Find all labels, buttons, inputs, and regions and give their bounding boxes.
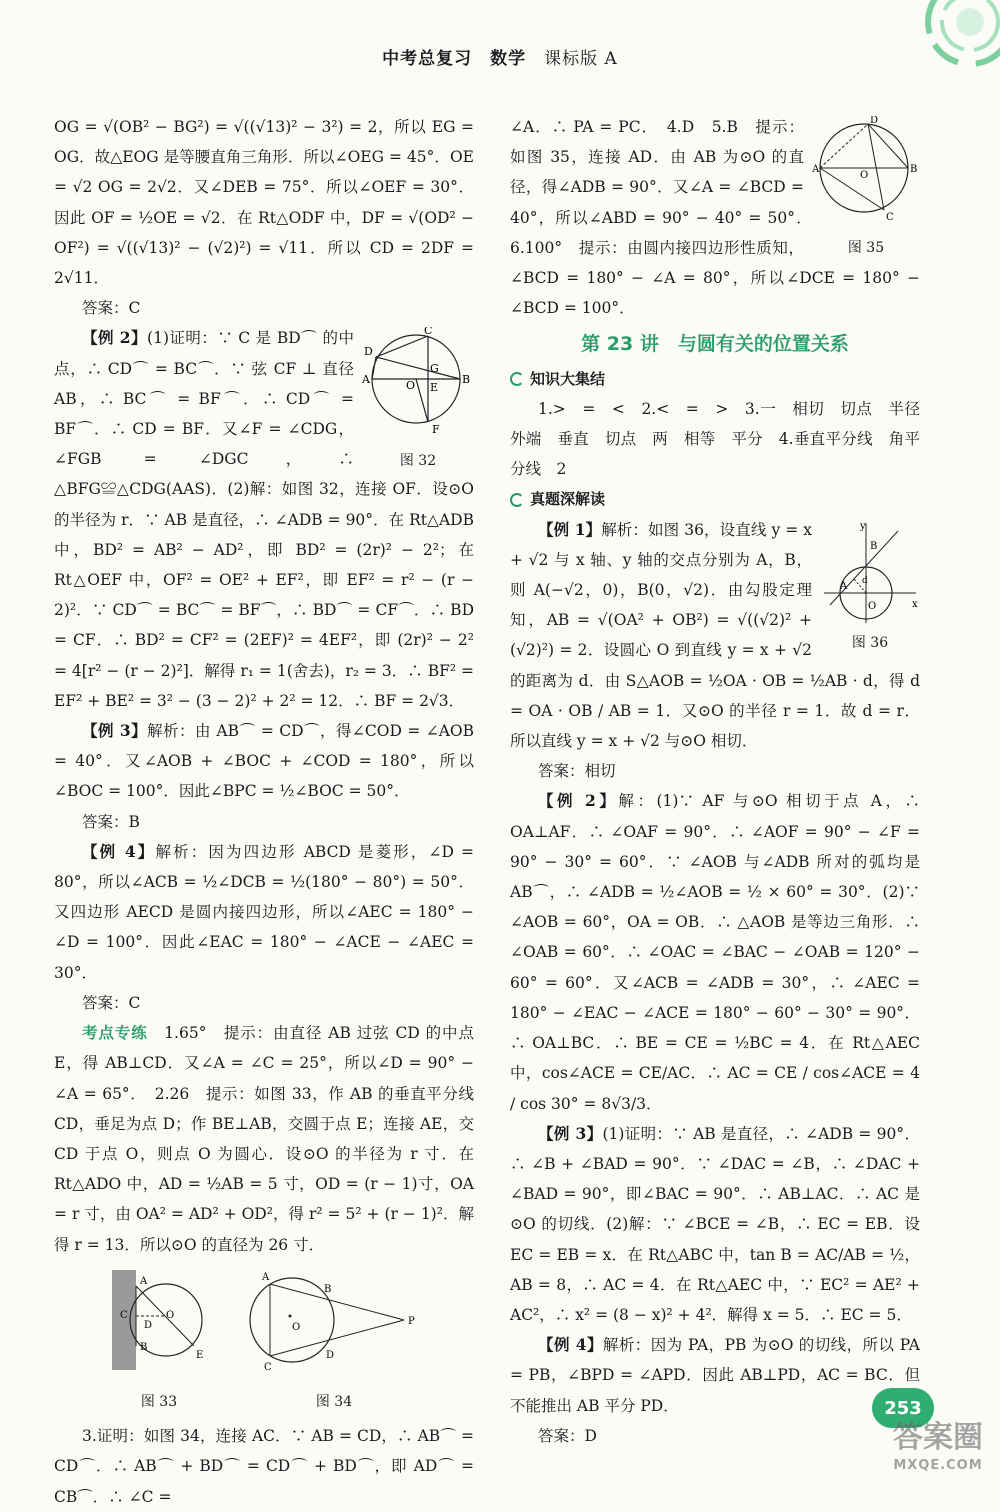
header-edition: 课标版 A <box>544 49 618 69</box>
svg-text:O: O <box>868 600 877 612</box>
svg-text:C: C <box>424 327 433 338</box>
figure-33-caption: 图 33 <box>140 1393 178 1410</box>
example-4-text: 解析：因为四边形 ABCD 是菱形，∠D = 80°，所以∠ACB = ½∠DCB = ½(180° − 80°) = 50°．又四边形 AECD 是圆内接四边形，所以∠AEC = 180° − ∠D = 100°．因此∠EAC = 180° − ∠ACE − ∠AEC = 30°． <box>54 842 475 982</box>
svg-text:D: D <box>144 1319 153 1331</box>
svg-text:A: A <box>812 164 820 175</box>
svg-text:C: C <box>264 1361 272 1373</box>
watermark <box>880 1418 996 1500</box>
swirl-icon <box>510 493 524 507</box>
figure-34 <box>244 1266 424 1417</box>
svg-text:d: d <box>862 575 868 586</box>
knowledge-text: 1.> = < 2.< = > 3.一 相切 切点 半径 外端 垂直 切点 两 相等 平分 4.垂直平分线 角平分线 2 <box>510 399 936 479</box>
svg-text:D: D <box>870 116 879 126</box>
answer-r1: 答案：相切 <box>538 762 616 781</box>
figure-32-diagram <box>362 327 474 447</box>
svg-text:O: O <box>292 1321 301 1333</box>
svg-text:B: B <box>870 540 878 552</box>
svg-text:O: O <box>166 1309 175 1321</box>
svg-text:B: B <box>910 164 918 175</box>
example-r4-label: 【例 4】 <box>538 1335 603 1355</box>
example-3-text: 解析：由 AB⌒ = CD⌒，得∠COD = ∠AOB = 40°．又∠AOB + ∠BOC + ∠COD = 180°，所以∠BOC = 100°．因此∠BPC = ½∠BOC = 50°． <box>54 722 474 801</box>
answer-1: 答案：C <box>82 299 141 318</box>
right-column <box>510 112 936 1451</box>
example-r2-label: 【例 2】 <box>538 791 619 811</box>
watermark-text: 答案圈 <box>893 1420 983 1455</box>
svg-text:x: x <box>912 598 918 610</box>
left-paragraph-1: OG = √(OB² − BG²) = √((√13)² − 3²) = 2，所以 EG = OG．故△EOG 是等腰直角三角形．所以∠OEG = 45°．OE = √2 OG = 2√2．又∠DEB = 75°．所以∠OEF = 30°．因此 OF = ½OE = √2．在 Rt△ODF 中，DF = √(OD² − OF²) = √((√13)² − (√2)²) = √11．所以 CD = 2DF = 2√11． <box>54 118 474 288</box>
watermark-site: MXQE.COM <box>893 1458 983 1473</box>
figure-35 <box>812 116 920 257</box>
example-r1-text: 解析：如图 36，设直线 y = x + √2 与 x 轴、y 轴的交点分别为 A，B，则 A(−√2，0)，B(0，√2)．由勾股定理知，AB = √(OA² + OB²) = √((√2)² + (√2)²) = 2．设圆心 O 到直线 y = x + √2 的距离为 d．由 S△AOB = ½OA · OB = ½AB · d，得 d = OA · OB / AB = 1．又⊙O 的半径 r = 1．故 d = r．所以直线 y = x + √2 与⊙O 相切． <box>510 520 920 751</box>
section-knowledge <box>510 364 920 394</box>
figure-36-caption: 图 36 <box>851 634 889 651</box>
svg-text:B: B <box>462 373 471 387</box>
svg-text:D: D <box>326 1349 335 1361</box>
page-number: 253 <box>872 1388 934 1428</box>
svg-text:B: B <box>140 1341 148 1353</box>
section-knowledge-label: 知识大集结 <box>530 369 606 388</box>
figure-32-caption: 图 32 <box>399 453 437 470</box>
figure-32 <box>362 327 474 470</box>
example-3-label: 【例 3】 <box>82 721 148 741</box>
figure-34-caption: 图 34 <box>315 1393 353 1410</box>
section-analysis-label: 真题深解读 <box>530 490 606 509</box>
svg-text:A: A <box>840 580 848 592</box>
answer-4: 答案：C <box>82 993 141 1012</box>
header-subject: 数学 <box>490 49 527 69</box>
example-r3-label: 【例 3】 <box>538 1123 603 1143</box>
svg-text:y: y <box>860 520 866 532</box>
example-r2-text: 解：(1)∵ AF 与⊙O 相切于点 A，∴ OA⊥AF．∴ ∠OAF = 90°．∴ ∠AOF = 90° − ∠F = 90° − 30° = 60°．∵ ∠AOB 与∠ADB 所对的弧均是 AB⌒，∴ ∠ADB = ½∠AOB = ½ × 60° = 30°．(2)∵ ∠AOB = 60°，OA = OB．∴ △AOB 是等边三角形．∴ ∠OAB = 60°．∴ ∠OAC = ∠BAC − ∠OAB = 120° − 60° = 60°．又∠ACB = ∠ADB = 30°，∴ ∠AEC = 180° − ∠EAC − ∠ACE = 180° − 60° − 30° = 90°．∴ OA⊥BC．∴ BE = CE = ½BC = 4．在 Rt△AEC 中，cos∠ACE = CE/AC．∴ AC = CE / cos∠ACE = 4 / cos 30° = 8√3/3． <box>510 792 920 1113</box>
example-r4-text: 解析：因为 PA，PB 为⊙O 的切线，所以 PA = PB，∠BPD = ∠APD．因此 AB⊥PD，AC = BC．但不能推出 AB 平分 PD． <box>510 1336 921 1415</box>
example-r1-label: 【例 1】 <box>538 519 602 539</box>
svg-text:E: E <box>430 381 439 395</box>
svg-text:F: F <box>432 423 440 437</box>
svg-text:O: O <box>406 379 416 393</box>
header-title: 中考总复习 <box>382 49 473 69</box>
figures-33-34 <box>54 1266 474 1417</box>
figure-35-caption: 图 35 <box>847 240 885 256</box>
svg-text:O: O <box>860 170 869 181</box>
figure-36 <box>820 519 920 652</box>
answer-3: 答案：B <box>82 812 140 831</box>
section-analysis <box>510 484 920 514</box>
practice-text: 1.65° 提示：由直径 AB 过弦 CD 的中点 E，得 AB⊥CD．又∠A = ∠C = 25°，所以∠D = 90° − ∠A = 65°． 2.26 提示：如图 33，作 AB 的垂直平分线 CD，垂足为点 D；作 BE⊥AB，交圆于点 E；连接 AE，交 CD 于点 O，则点 O 为圆心．设⊙O 的半径为 r 寸．在 Rt△ADO 中，AD = ½AB = 5 寸，OD = (r − 1)寸，OA = r 寸，由 OA² = AD² + OD²，得 r² = 5² + (r − 1)²．解得 r = 13．所以⊙O 的直径为 26 寸． <box>54 1024 474 1254</box>
svg-text:C: C <box>120 1309 128 1321</box>
svg-text:A: A <box>262 1271 270 1283</box>
svg-text:A: A <box>362 373 370 387</box>
lesson-title: 第 23 讲 与圆有关的位置关系 <box>581 333 849 356</box>
svg-text:C: C <box>886 212 894 223</box>
left-paragraph-3: 3.证明：如图 34，连接 AC．∵ AB = CD，∴ AB⌒ = CD⌒．∴ AB⌒ + BD⌒ = CD⌒ + BD⌒，即 AD⌒ = CB⌒．∴ ∠C = <box>54 1427 474 1506</box>
figure-33 <box>104 1266 214 1417</box>
svg-text:E: E <box>196 1349 204 1361</box>
svg-text:D: D <box>364 345 373 359</box>
example-2-text: (1)证明：∵ C 是 BD⌒ 的中点，∴ CD⌒ = BC⌒．∵ 弦 CF ⊥ 直径 AB，∴ BC⌒ = BF⌒．∴ CD⌒ = BF⌒．∴ CD = BF．又∠F = ∠CDG，∠FGB = ∠DGC，∴ △BFG≌△CDG(AAS)．(2)解：如图 32，连接 OF．设⊙O 的半径为 r．∵ AB 是直径，∴ ∠ADB = 90°．在 Rt△ADB 中，BD² = AB² − AD²，即 BD² = (2r)² − 2²；在 Rt△OEF 中，OF² = OE² + EF²，即 EF² = r² − (r − 2)²．∵ CD⌒ = BC⌒ = BF⌒，∴ BD⌒ = CF⌒．∴ BD = CF．∴ BD² = CF² = (2EF)² = 4EF²，即 (2r)² − 2² = 4[r² − (r − 2)²]．解得 r₁ = 1(舍去)，r₂ = 3．∴ BF² = EF² + BE² = 3² − (3 − 2)² + 2² = 12．∴ BF = 2√3． <box>54 329 474 710</box>
right-paragraph-1: ∠A．∴ PA = PC． 4.D 5.B 提示：如图 35，连接 AD．由 AB 为⊙O 的直径，得∠ADB = 90°．又∠A = ∠BCD = 40°，所以∠ABD = 90° − 40° = 50°． 6.100° 提示：由圆内接四边形性质知，∠BCD = 180° − ∠A = 80°，所以∠DCE = 180° − ∠BCD = 100°． <box>510 118 920 318</box>
example-2-label: 【例 2】 <box>82 328 148 348</box>
svg-text:A: A <box>140 1275 148 1287</box>
svg-text:P: P <box>408 1315 415 1327</box>
svg-text:G: G <box>430 362 439 376</box>
practice-heading: 考点专练 <box>82 1023 148 1043</box>
swirl-icon <box>510 372 524 386</box>
example-r3-text: (1)证明：∵ AB 是直径，∴ ∠ADB = 90°．∴ ∠B + ∠BAD = 90°．∵ ∠DAC = ∠B，∴ ∠DAC + ∠BAD = 90°，即∠BAC = 90°．∴ AB⊥AC．∴ AC 是⊙O 的切线．(2)解：∵ ∠BCE = ∠B，∴ EC = EB．设 EC = EB = x．在 Rt△ABC 中，tan B = AC/AB = ½，AB = 8，∴ AC = 4．在 Rt△AEC 中，∵ EC² = AE² + AC²，∴ x² = (8 − x)² + 4²．解得 x = 5．∴ EC = 5． <box>510 1124 920 1324</box>
page-header <box>0 44 1000 69</box>
example-4-label: 【例 4】 <box>82 841 156 861</box>
left-column <box>54 112 474 1512</box>
answer-r4: 答案：D <box>538 1426 597 1445</box>
svg-text:B: B <box>324 1283 332 1295</box>
